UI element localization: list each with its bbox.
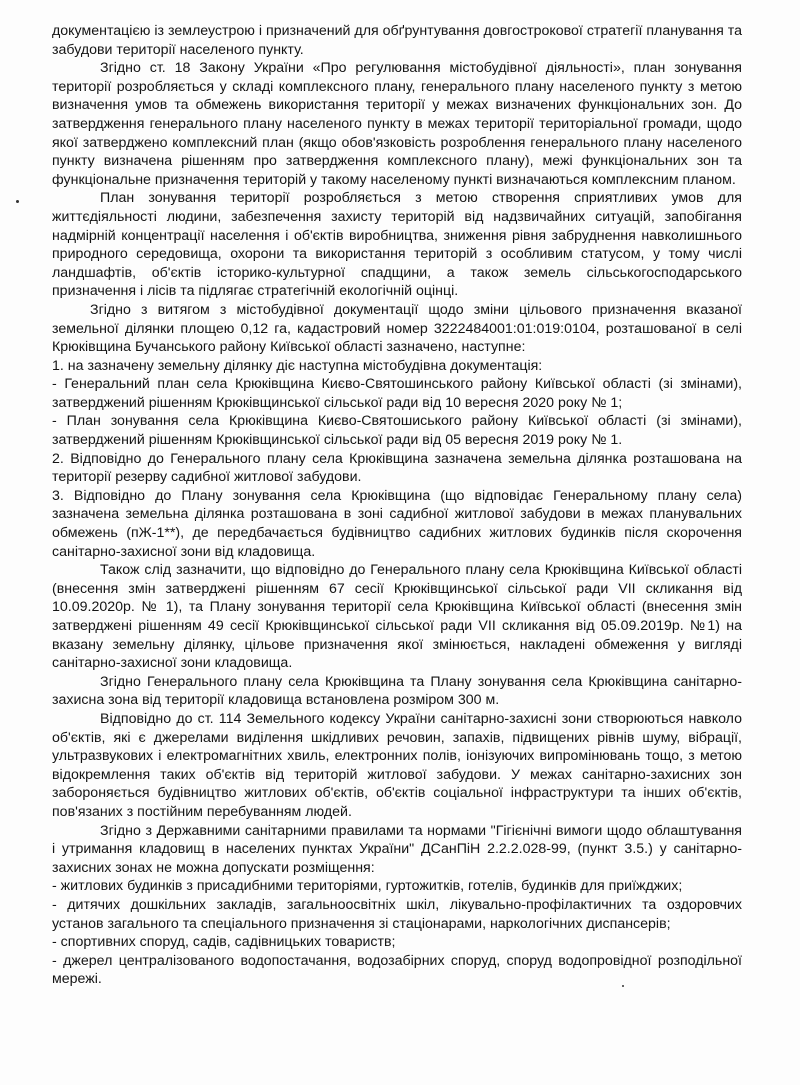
paragraph-5: Також слід зазначити, що відповідно до Генерального плану села Крюківщина Київської області (внесення змін затверджені рішенням 67 сесії Крюківщинської сільської ради VII скликання від 10.09.2020р. № 1), та Плану зонування території села Крюківщина Київської області (внесення змін затверджені рішенням 49 сесії Крюківщинської сільської ради VII скликання від 05.09.2019р. №1) на вказану земельну ділянку, цільове призначення якої змінюється, накладені обмеження у вигляді санітарно-захисної зони кладовища. [52,562,742,672]
list-item-3: - План зонування села Крюківщина Києво-Святошиського району Київської області (зі змінами), затверджений рішенням Крюківщинської сільської ради від 05 вересня 2019 року № 1. [52,413,742,449]
list-item-5: 3. Відповідно до Плану зонування села Крюківщина (що відповідає Генеральному плану села) зазначена земельна ділянка розташована в зоні садибної житлової забудови в межах планувальних обмежень (пЖ-1**), де передбачається будівництво садибних житлових будинків після скорочення санітарно-захисної зони від кладовища. [52,487,742,560]
scan-speck [16,200,19,203]
paragraph-6: Згідно Генерального плану села Крюківщина та Плану зонування села Крюківщина санітарно-захисна зона від території кладовища встановлена розміром 300 м. [52,673,742,709]
paragraph-8: Згідно з Державними санітарними правилами та нормами "Гігієнічні вимоги щодо облаштування і утримання кладовищ в населених пунктах України" ДСанПіН 2.2.2.028-99, (пункт 3.5.) у санітарно-захисних зонах не можна допускати розміщення: [52,822,742,876]
paragraph-4: Згідно з витягом з містобудівної документації щодо зміни цільового призначення вказаної земельної ділянки площею 0,12 га, кадастровий номер 3222484001:01:019:0104, розташованої в селі Крюківщина Бучанського району Київської області зазначено, наступне: [52,301,742,356]
list-item-1: 1. на зазначену земельну ділянку діє наступна містобудівна документація: [52,357,543,374]
document-body [52,22,742,989]
paragraph-1: документацією із землеустрою і призначений для обґрунтування довгострокової стратегії планування та забудови території населеного пункту. [52,23,742,58]
paragraph-7: Відповідно до ст. 114 Земельного кодексу України санітарно-захисні зони створюються навколо об'єктів, які є джерелами виділення шкідливих речовин, запахів, підвищених рівнів шуму, вібрації, ультразвукових і електромагнітних хвиль, електронних полів, іонізуючих випромінювань тощо, з метою відокремлення таких об'єктів від територій житлової забудови. У межах санітарно-захисних зон забороняється будівництво житлових об'єктів, об'єктів соціальної інфраструктури та інших об'єктів, пов'язаних з постійним перебуванням людей. [52,710,742,820]
list-item-7: - дитячих дошкільних закладів, загальноосвітніх шкіл, лікувально-профілактичних та оздоровчих установ загального та спеціального призначення зі стаціонарами, наркологічних диспансерів; [52,896,742,932]
list-item-6: - житлових будинків з присадибними територіями, гуртожитків, готелів, будинків для приїжджих; [52,878,683,895]
list-item-8: - спортивних споруд, садів, садівницьких товариств; [52,934,396,951]
paragraph-3: План зонування території розробляється з метою створення сприятливих умов для життєдіяльності людини, забезпечення захисту територій від надзвичайних ситуацій, запобігання надмірній концентрації населення і об'єктів виробництва, зниження рівня забруднення навколишнього природного середовища, охорони та використання територій з особливим статусом, у тому числі ландшафтів, об'єктів історико-культурної спадщини, а також земель сільськогосподарського призначення і лісів та підлягає стратегічній екологічній оцінці. [52,190,742,300]
paragraph-2: Згідно ст. 18 Закону України «Про регулювання містобудівної діяльності», план зонування території розробляється у складі комплексного плану, генерального плану населеного пункту з метою визначення умов та обмежень використання території у межах визначених функціональних зон. До затвердження генерального плану населеного пункту в межах території територіальної громади, щодо якої затверджено комплексний план (якщо обов'язковість розроблення генерального плану населеного пункту визначена рішенням про затвердження комплексного плану), межі функціональних зон та функціональне призначення територій у такому населеному пункті визначаються комплексним планом. [52,60,742,188]
scan-speck [622,985,624,987]
list-item-2: - Генеральний план села Крюківщина Києво-Святошинського району Київської області (зі змінами), затверджений рішенням Крюківщинської сільської ради від 10 вересня 2020 року № 1; [52,376,742,411]
list-item-9: - джерел централізованого водопостачання, водозабірних споруд, споруд водопровідної розподільної мережі. [52,952,742,988]
list-item-4: 2. Відповідно до Генерального плану села Крюківщина зазначена земельна ділянка розташована на території резерву садибної житлової забудови. [52,450,742,486]
